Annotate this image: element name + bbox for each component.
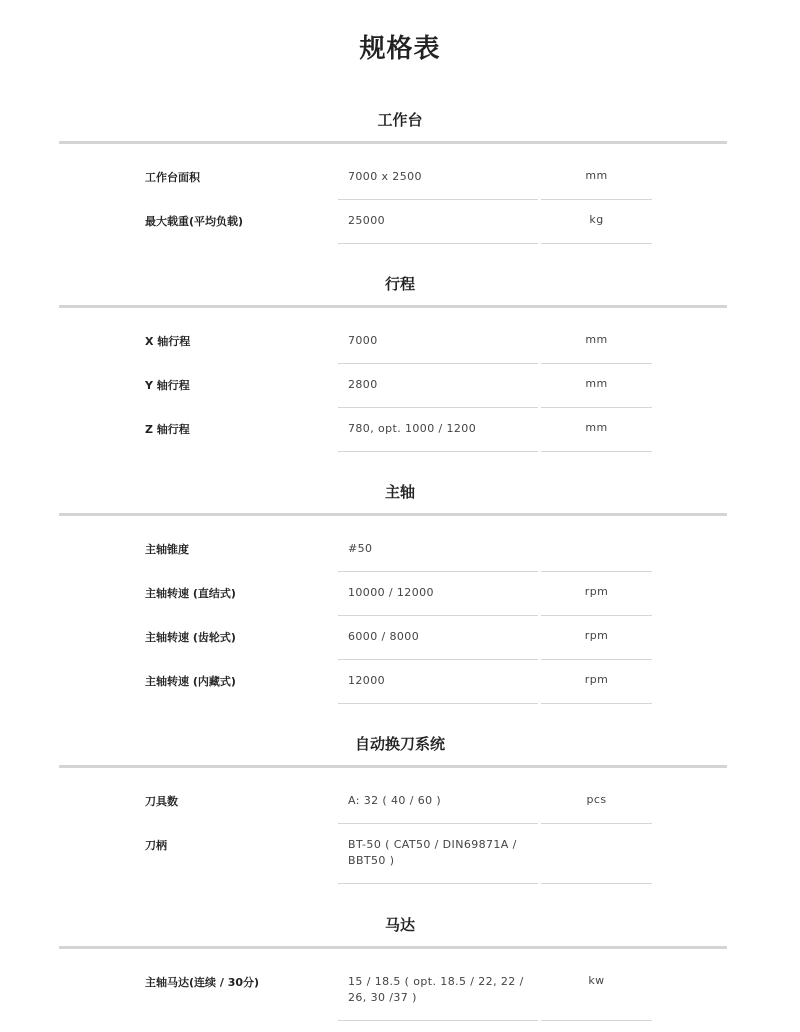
- section-title: 自动换刀系统: [354, 735, 445, 753]
- spec-unit: rpm: [584, 585, 609, 598]
- spec-value: #50: [348, 542, 373, 555]
- spec-unit: kw: [588, 974, 605, 987]
- spec-unit: kg: [589, 213, 604, 226]
- spec-value: 25000: [348, 214, 385, 227]
- spec-label: 主轴转速 (齿轮式): [145, 631, 236, 644]
- spec-value: A: 32 ( 40 / 60 ): [348, 794, 442, 807]
- spec-value: BT-50 ( CAT50 / DIN69871A / BBT50 ): [348, 838, 517, 867]
- spec-value: 10000 / 12000: [348, 586, 434, 599]
- spec-value: 7000 x 2500: [348, 170, 422, 183]
- spec-value: 7000: [348, 334, 378, 347]
- spec-label: 主轴转速 (内藏式): [145, 675, 236, 688]
- spec-label: 刀柄: [145, 839, 167, 852]
- spec-unit: rpm: [584, 629, 609, 642]
- section-title: 行程: [384, 275, 415, 293]
- spec-label: 刀具数: [145, 795, 178, 808]
- page-title: 规格表: [359, 34, 441, 64]
- row-divider: [338, 703, 538, 704]
- spec-value: 12000: [348, 674, 385, 687]
- section-title: 工作台: [377, 111, 423, 129]
- row-divider: [338, 883, 538, 884]
- row-divider: [541, 243, 652, 244]
- section-divider: [59, 141, 727, 144]
- section-divider: [59, 765, 727, 768]
- row-divider: [338, 1020, 538, 1021]
- spec-label: Y 轴行程: [145, 379, 190, 392]
- row-divider: [541, 1020, 652, 1021]
- spec-row: [0, 572, 800, 616]
- spec-unit: mm: [585, 169, 608, 182]
- spec-unit: mm: [585, 421, 608, 434]
- spec-unit: rpm: [584, 673, 609, 686]
- spec-row: [0, 364, 800, 408]
- section-title: 主轴: [384, 483, 415, 501]
- spec-label: 最大载重(平均负载): [145, 215, 244, 228]
- spec-row: [0, 528, 800, 572]
- spec-row: [0, 780, 800, 824]
- row-divider: [338, 243, 538, 244]
- section-spindle: [0, 480, 800, 704]
- spec-label: X 轴行程: [145, 335, 191, 348]
- row-divider: [541, 883, 652, 884]
- spec-value: 6000 / 8000: [348, 630, 420, 643]
- spec-label: Z 轴行程: [145, 423, 190, 436]
- section-worktable: [0, 108, 800, 244]
- row-divider: [541, 451, 652, 452]
- spec-row: [0, 200, 800, 244]
- spec-row: [0, 824, 800, 884]
- spec-unit: mm: [585, 377, 608, 390]
- spec-unit: mm: [585, 333, 608, 346]
- row-divider: [541, 703, 652, 704]
- spec-row: [0, 156, 800, 200]
- spec-row: [0, 408, 800, 452]
- spec-value: 2800: [348, 378, 378, 391]
- spec-label: 主轴锥度: [145, 543, 189, 556]
- spec-value: 780, opt. 1000 / 1200: [348, 422, 477, 435]
- section-divider: [59, 513, 727, 516]
- section-travel: [0, 272, 800, 452]
- section-motor: [0, 913, 800, 1021]
- spec-unit: pcs: [586, 793, 607, 806]
- spec-label: 主轴马达(连续 / 30分): [145, 976, 260, 989]
- spec-label: 工作台面积: [145, 171, 200, 184]
- spec-value: 15 / 18.5 ( opt. 18.5 / 22, 22 / 26, 30 /37 ): [348, 975, 524, 1004]
- section-atc: [0, 732, 800, 884]
- spec-row: [0, 660, 800, 704]
- spec-label: 主轴转速 (直结式): [145, 587, 236, 600]
- spec-row: [0, 320, 800, 364]
- section-divider: [59, 305, 727, 308]
- section-title: 马达: [384, 916, 415, 934]
- spec-row: [0, 961, 800, 1021]
- section-divider: [59, 946, 727, 949]
- row-divider: [338, 451, 538, 452]
- spec-row: [0, 616, 800, 660]
